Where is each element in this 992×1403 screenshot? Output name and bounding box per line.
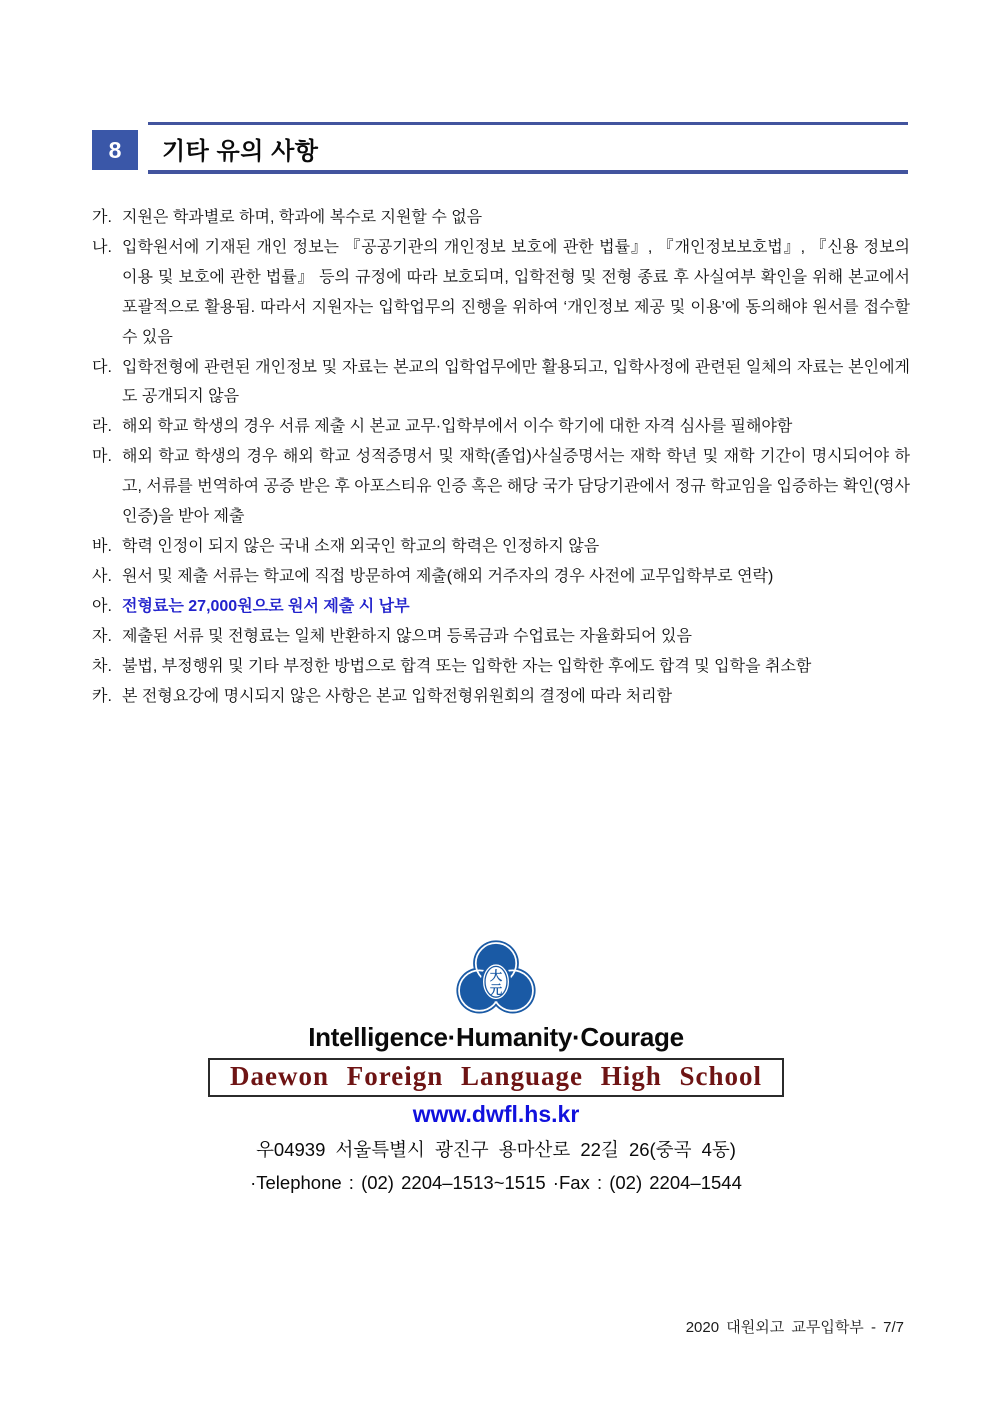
header-bottom-rule	[148, 170, 908, 174]
section-number-badge: 8	[92, 130, 138, 170]
school-name-english: Daewon Foreign Language High School	[208, 1058, 784, 1097]
list-item	[92, 532, 910, 562]
list-item	[92, 652, 910, 682]
list-item	[92, 682, 910, 712]
list-item-text: 입학원서에 기재된 개인 정보는 『공공기관의 개인정보 보호에 관한 법률』, 『개인정보보호법』, 『신용 정보의 이용 및 보호에 관한 법률』 등의 규정에 따라 보호되며, 입학전형 및 전형 종료 후 사실여부 확인을 위해 본교에서 포괄적으로 활용됨. 따라서 지원자는 입학업무의 진행을 위하여 ‘개인정보 제공 및 이용’에 동의해야 원서를 접수할 수 있음	[122, 238, 910, 346]
section-title: 기타 유의 사항	[162, 138, 319, 165]
school-website-url: www.dwfl.hs.kr	[412, 1101, 580, 1127]
list-item-text: 해외 학교 학생의 경우 해외 학교 성적증명서 및 재학(졸업)사실증명서는 재학 학년 및 재학 기간이 명시되어야 하고, 서류를 번역하여 공증 받은 후 아포스티유 인증 혹은 해당 국가 담당기관에서 정규 학교임을 입증하는 확인(영사 인증)을 받아 제출	[122, 448, 910, 526]
school-phone-fax: ·Telephone : (02) 2204–1513~1515 ·Fax : (02) 2204–1544	[250, 1172, 742, 1193]
list-item-text: 학력 인정이 되지 않은 국내 소재 외국인 학교의 학력은 인정하지 않음	[122, 537, 600, 555]
list-item-fee-highlight	[92, 592, 910, 622]
section-header	[92, 122, 908, 174]
list-item-text: 해외 학교 학생의 경우 서류 제출 시 본교 교무·입학부에서 이수 학기에 대한 자격 심사를 필해야함	[122, 418, 793, 436]
list-item-text: 지원은 학과별로 하며, 학과에 복수로 지원할 수 없음	[122, 209, 483, 226]
list-item-marker: 가.	[92, 209, 112, 226]
list-item-marker: 바.	[92, 537, 112, 555]
school-address: 우04939 서울특별시 광진구 용마산로 22길 26(중곡 4동)	[256, 1139, 736, 1160]
list-item	[92, 622, 910, 652]
logo-char-top: 大	[489, 969, 503, 983]
list-item-marker: 나.	[92, 238, 112, 256]
list-item	[92, 353, 910, 413]
list-item-marker: 카.	[92, 687, 112, 705]
list-item-marker: 라.	[92, 418, 112, 436]
list-item-marker: 다.	[92, 358, 112, 376]
list-item	[92, 233, 910, 353]
list-item-text-highlighted: 전형료는 27,000원으로 원서 제출 시 납부	[122, 597, 410, 615]
list-item-text: 원서 및 제출 서류는 학교에 직접 방문하여 제출(해외 거주자의 경우 사전에 교무입학부로 연락)	[122, 567, 774, 585]
list-item	[92, 442, 910, 532]
list-item-marker: 사.	[92, 567, 112, 585]
list-item	[92, 412, 910, 442]
list-item-text: 제출된 서류 및 전형료는 일체 반환하지 않으며 등록금과 수업료는 자율화되어 있음	[122, 627, 692, 645]
notice-list	[92, 203, 910, 711]
school-logo-icon	[452, 936, 540, 1024]
logo-char-bottom: 元	[489, 983, 503, 998]
list-item-text: 입학전형에 관련된 개인정보 및 자료는 본교의 입학업무에만 활용되고, 입학사정에 관련된 일체의 자료는 본인에게도 공개되지 않음	[122, 358, 910, 406]
list-item-text: 불법, 부정행위 및 기타 부정한 방법으로 합격 또는 입학한 자는 입학한 후에도 합격 및 입학을 취소함	[122, 657, 812, 675]
list-item	[92, 562, 910, 592]
school-name-box-wrap	[0, 1058, 992, 1097]
header-top-rule	[148, 122, 908, 125]
page-footer-pagination: 2020 대원외고 교무입학부 - 7/7	[685, 1319, 904, 1336]
list-item	[92, 203, 910, 233]
list-item-marker: 아.	[92, 597, 112, 615]
list-item-marker: 마.	[92, 448, 112, 466]
school-motto: Intelligence·Humanity·Courage	[308, 1022, 684, 1052]
list-item-marker: 자.	[92, 627, 112, 645]
list-item-text: 본 전형요강에 명시되지 않은 사항은 본교 입학전형위원회의 결정에 따라 처리함	[122, 687, 673, 705]
list-item-marker: 차.	[92, 657, 112, 675]
